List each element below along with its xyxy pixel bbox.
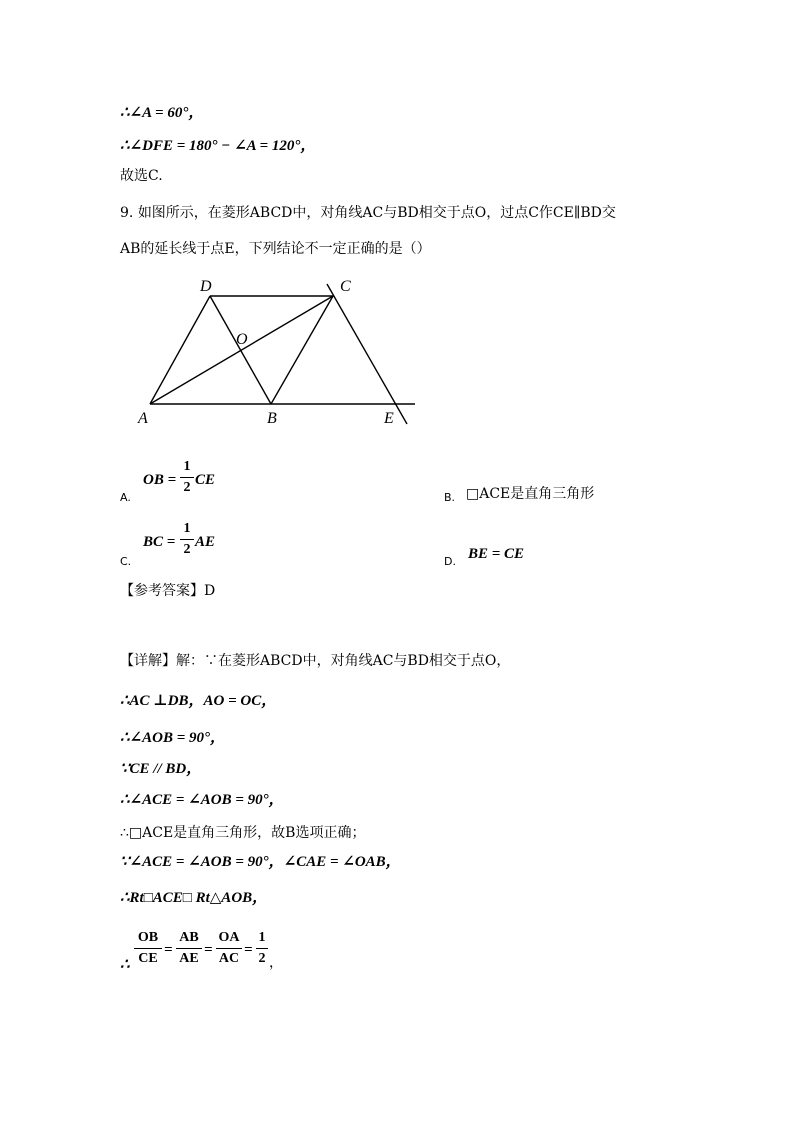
solution-line-6: ∴□ACE是直角三角形，故B选项正确； <box>120 825 366 841</box>
label-b: B <box>267 410 277 427</box>
label-c: C <box>340 278 351 295</box>
option-b-label: B. <box>444 491 456 504</box>
equals-sign: = <box>244 942 253 958</box>
equals-sign: = <box>204 942 213 958</box>
line-ce <box>327 284 407 424</box>
option-b-text: □ACE是直角三角形 <box>466 486 595 502</box>
solution-line-1: 【详解】解：∵在菱形ABCD中，对角线AC与BD相交于点O， <box>120 653 511 669</box>
label-a: A <box>138 410 148 427</box>
rhombus-figure <box>130 272 430 432</box>
solution-line-5: ∴∠ACE = ∠AOB = 90°， <box>120 792 284 808</box>
question-stem: 如图所示，在菱形ABCD中，对角线AC与BD相交于点O，过点C作CE∥BD交 <box>137 205 616 221</box>
solution-line-2: ∴AC ⊥DB，AO = OC， <box>120 693 277 709</box>
prev-line-2: ∴∠DFE = 180° − ∠A = 120°， <box>120 138 316 154</box>
option-d-text: BE = CE <box>468 546 525 562</box>
option-a-label: A. <box>120 491 131 504</box>
fraction-denominator: AC <box>218 951 240 966</box>
label-o: O <box>236 331 248 348</box>
answer-line: 【参考答案】D <box>120 583 216 599</box>
option-d-label: D. <box>444 555 456 568</box>
option-c-label: C. <box>120 555 132 568</box>
fraction-numerator: AB <box>179 930 199 945</box>
fraction-numerator: OA <box>218 930 240 945</box>
question-number: 9. <box>120 205 134 221</box>
prev-line-1: ∴∠A = 60°， <box>120 105 204 121</box>
solution-line-3: ∴∠AOB = 90°， <box>120 730 226 746</box>
label-e: E <box>384 410 394 427</box>
option-c-fraction <box>180 521 194 558</box>
equals-sign: = <box>164 942 173 958</box>
option-a-lhs: OB = <box>143 472 177 488</box>
ratio-one-half <box>256 930 268 967</box>
diagonal-ac <box>150 296 333 404</box>
option-c-rhs: AE <box>195 534 216 550</box>
segment-ad <box>150 296 210 404</box>
fraction-numerator: 1 <box>183 459 191 474</box>
solution-line-7: ∵∠ACE = ∠AOB = 90°，∠CAE = ∠OAB， <box>120 854 401 870</box>
fraction-numerator: 1 <box>183 521 191 536</box>
solution-line-9-prefix: ∴ <box>120 957 130 973</box>
option-a-rhs: CE <box>195 472 216 488</box>
segment-bc <box>271 296 333 404</box>
label-d: D <box>200 278 212 295</box>
option-c-lhs: BC = <box>143 534 176 550</box>
fraction-numerator: OB <box>137 930 159 945</box>
fraction-denominator: CE <box>138 951 158 966</box>
fraction-numerator: 1 <box>258 930 266 945</box>
solution-line-4: ∵CE // BD， <box>120 761 202 777</box>
option-a-fraction <box>180 459 194 496</box>
fraction-denominator: 2 <box>258 951 266 966</box>
diagonal-bd <box>210 296 271 404</box>
solution-line-9-suffix: ， <box>269 955 283 971</box>
ratio-ab-ae <box>176 930 202 967</box>
ratio-oa-ac <box>216 930 242 967</box>
fraction-denominator: 2 <box>183 542 191 557</box>
question-9-stem-line-2: AB的延长线于点E，下列结论不一定正确的是（） <box>120 241 431 257</box>
question-9-stem-line-1 <box>120 204 616 222</box>
ratio-ob-ce <box>134 930 162 967</box>
fraction-denominator: 2 <box>183 480 191 495</box>
fraction-denominator: AE <box>179 951 199 966</box>
prev-line-3: 故选C. <box>120 168 163 184</box>
solution-line-8: ∴Rt□ACE□ Rt△AOB， <box>120 890 268 906</box>
